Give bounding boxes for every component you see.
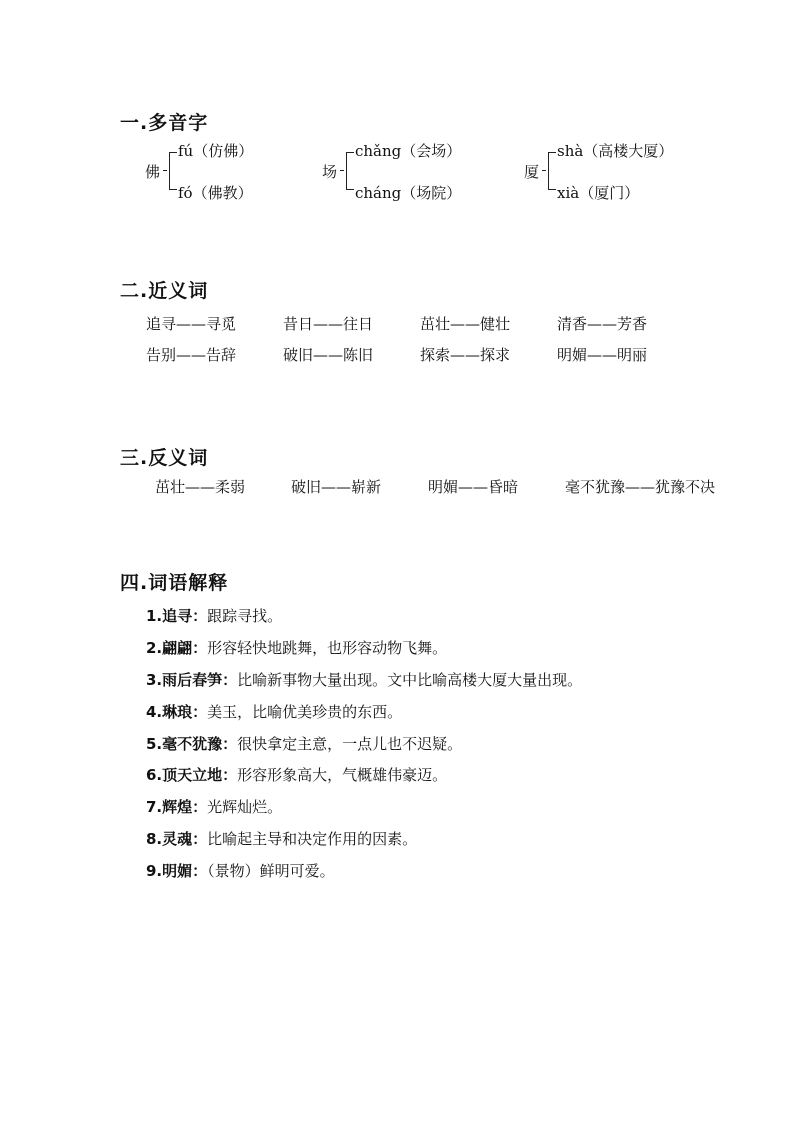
polyphone-char: 佛	[145, 163, 161, 181]
definition-text: 形容形象高大，气概雄伟豪迈。	[237, 766, 448, 784]
definition-text: 很快拿定主意，一点儿也不迟疑。	[237, 735, 463, 753]
definition-item	[146, 701, 402, 722]
section-1-heading: 一.多音字	[120, 112, 209, 134]
section-2-heading: 二.近义词	[120, 280, 209, 302]
definition-term: 2.翩翩：	[146, 639, 208, 657]
definition-item	[146, 828, 417, 849]
definition-item	[146, 605, 282, 626]
section-3-heading: 三.反义词	[120, 447, 209, 469]
brace	[548, 152, 556, 190]
definition-item	[146, 733, 462, 754]
definition-item	[146, 764, 447, 785]
synonym-pair: 追寻——寻觅	[146, 315, 237, 333]
definition-text: 比喻起主导和决定作用的因素。	[207, 830, 418, 848]
polyphone-reading-bottom: fó（佛教）	[178, 184, 253, 202]
section-4-heading: 四.词语解释	[120, 572, 229, 594]
definition-term: 9.明媚：	[146, 862, 208, 880]
antonym-pair: 毫不犹豫——犹豫不决	[565, 478, 716, 496]
definition-text: 美玉，比喻优美珍贵的东西。	[207, 703, 403, 721]
definition-term: 1.追寻：	[146, 607, 208, 625]
definition-item	[146, 860, 335, 881]
definition-text: （景物）鲜明可爱。	[207, 862, 335, 880]
definition-item	[146, 669, 582, 690]
polyphone-reading-top: chǎng（会场）	[355, 142, 462, 160]
definition-text: 跟踪寻找。	[207, 607, 283, 625]
polyphone-char: 场	[322, 163, 338, 181]
synonym-pair: 清香——芳香	[557, 315, 648, 333]
definition-term: 8.灵魂：	[146, 830, 208, 848]
antonym-pair: 破旧——崭新	[291, 478, 382, 496]
synonym-pair: 探索——探求	[420, 346, 511, 364]
definition-term: 4.琳琅：	[146, 703, 208, 721]
definition-term: 3.雨后春笋：	[146, 671, 238, 689]
brace	[169, 152, 177, 190]
definition-text: 比喻新事物大量出现。文中比喻高楼大厦大量出现。	[237, 671, 583, 689]
polyphone-reading-bottom: xià（厦门）	[557, 184, 640, 202]
definition-item	[146, 637, 447, 658]
polyphone-reading-top: shà（高楼大厦）	[557, 142, 674, 160]
synonym-pair: 茁壮——健壮	[420, 315, 511, 333]
brace-tick	[542, 170, 546, 171]
brace-tick	[163, 170, 167, 171]
synonym-pair: 告别——告辞	[146, 346, 237, 364]
definition-term: 7.辉煌：	[146, 798, 208, 816]
polyphone-reading-top: fú（仿佛）	[178, 142, 254, 160]
definition-term: 6.顶天立地：	[146, 766, 238, 784]
synonym-pair: 明媚——明丽	[557, 346, 648, 364]
definition-text: 形容轻快地跳舞，也形容动物飞舞。	[207, 639, 448, 657]
definition-text: 光辉灿烂。	[207, 798, 283, 816]
definition-item	[146, 796, 282, 817]
synonym-pair: 昔日——往日	[283, 315, 374, 333]
antonym-pair: 明媚——昏暗	[428, 478, 519, 496]
synonym-pair: 破旧——陈旧	[283, 346, 374, 364]
brace	[346, 152, 354, 190]
definition-term: 5.毫不犹豫：	[146, 735, 238, 753]
polyphone-char: 厦	[524, 163, 540, 181]
antonym-pair: 茁壮——柔弱	[155, 478, 246, 496]
brace-tick	[340, 170, 344, 171]
polyphone-reading-bottom: cháng（场院）	[355, 184, 462, 202]
